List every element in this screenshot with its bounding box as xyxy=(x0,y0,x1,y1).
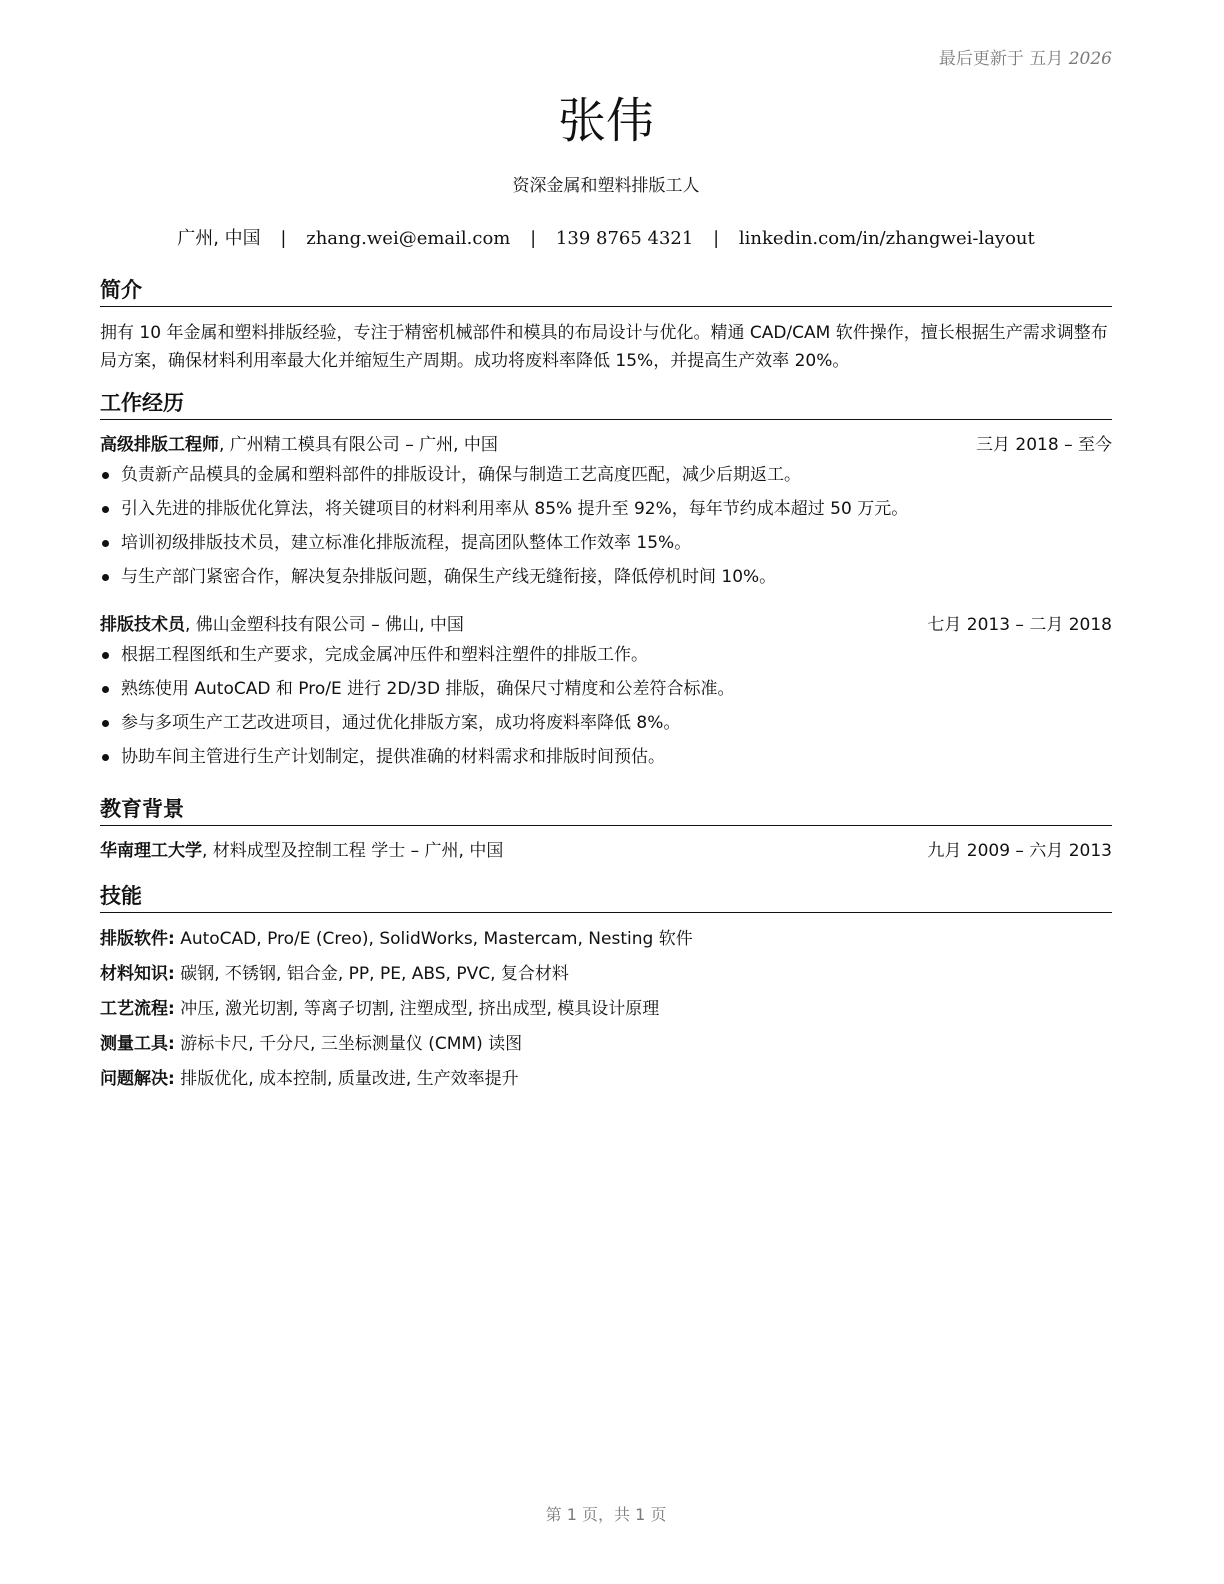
section-title-experience: 工作经历 xyxy=(100,389,1112,420)
job-company: , 广州精工模具有限公司 – 广州, 中国 xyxy=(219,435,498,455)
job-bullet: 引入先进的排版优化算法，将关键项目的材料利用率从 85% 提升至 92%，每年节约成本超过 50 万元。 xyxy=(100,496,1112,522)
contact-location: 广州, 中国 xyxy=(177,228,261,249)
contact-email[interactable]: zhang.wei@email.com xyxy=(306,228,511,249)
skills-section xyxy=(100,882,1112,1101)
contact-line xyxy=(100,224,1112,250)
last-updated-year: 2026 xyxy=(1068,49,1112,69)
contact-separator: | xyxy=(280,228,287,249)
skill-label: 材料知识: xyxy=(100,964,175,984)
job-dates: 三月 2018 – 至今 xyxy=(976,435,1112,455)
skill-value: AutoCAD, Pro/E (Creo), SolidWorks, Mastercam, Nesting 软件 xyxy=(174,929,693,949)
job-role-line xyxy=(100,612,464,638)
job-bullet: 与生产部门紧密合作，解决复杂排版问题，确保生产线无缝衔接，降低停机时间 10%。 xyxy=(100,564,1112,590)
skill-row xyxy=(100,926,1112,952)
job-header xyxy=(100,612,1112,638)
skill-row xyxy=(100,1066,1112,1092)
contact-linkedin[interactable]: linkedin.com/in/zhangwei-layout xyxy=(738,228,1035,249)
education-section xyxy=(100,795,1112,864)
education-line xyxy=(100,838,503,864)
education-entry xyxy=(100,838,1112,864)
section-title-education: 教育背景 xyxy=(100,795,1112,826)
contact-separator: | xyxy=(530,228,537,249)
skill-label: 排版软件: xyxy=(100,929,175,949)
job-title: 高级排版工程师 xyxy=(100,435,219,455)
job-entry xyxy=(100,612,1112,770)
last-updated-prefix: 最后更新于 五月 xyxy=(938,49,1064,69)
skill-row xyxy=(100,996,1112,1022)
job-title-subtitle: 资深金属和塑料排版工人 xyxy=(512,176,700,196)
skill-value: 游标卡尺, 千分尺, 三坐标测量仪 (CMM) 读图 xyxy=(174,1034,523,1054)
contact-separator: | xyxy=(713,228,720,249)
education-school: 华南理工大学 xyxy=(100,841,202,861)
job-bullet: 培训初级排版技术员，建立标准化排版流程，提高团队整体工作效率 15%。 xyxy=(100,530,1112,556)
job-header xyxy=(100,432,1112,458)
skill-value: 冲压, 激光切割, 等离子切割, 注塑成型, 挤出成型, 模具设计原理 xyxy=(174,999,660,1019)
job-company: , 佛山金塑科技有限公司 – 佛山, 中国 xyxy=(185,615,464,635)
job-dates: 七月 2013 – 二月 2018 xyxy=(927,615,1112,635)
education-degree: , 材料成型及控制工程 学士 – 广州, 中国 xyxy=(202,841,504,861)
experience-section xyxy=(100,389,1112,778)
job-entry xyxy=(100,432,1112,590)
skills-list xyxy=(100,926,1112,1092)
job-bullet: 根据工程图纸和生产要求，完成金属冲压件和塑料注塑件的排版工作。 xyxy=(100,642,1112,668)
skill-label: 测量工具: xyxy=(100,1034,175,1054)
job-role-line xyxy=(100,432,498,458)
education-header xyxy=(100,838,1112,864)
skill-label: 问题解决: xyxy=(100,1069,175,1089)
summary-text: 拥有 10 年金属和塑料排版经验，专注于精密机械部件和模具的布局设计与优化。精通 CAD/CAM 软件操作，擅长根据生产需求调整布局方案，确保材料利用率最大化并缩短生产周期。成功将废料率降低 15%，并提高生产效率 20%。 xyxy=(100,323,1108,371)
skill-value: 排版优化, 成本控制, 质量改进, 生产效率提升 xyxy=(174,1069,519,1089)
skill-value: 碳钢, 不锈钢, 铝合金, PP, PE, ABS, PVC, 复合材料 xyxy=(174,964,569,984)
summary-section xyxy=(100,276,1112,375)
job-bullet: 负责新产品模具的金属和塑料部件的排版设计，确保与制造工艺高度匹配，减少后期返工。 xyxy=(100,462,1112,488)
section-title-skills: 技能 xyxy=(100,882,1112,913)
job-bullet: 熟练使用 AutoCAD 和 Pro/E 进行 2D/3D 排版，确保尺寸精度和公差符合标准。 xyxy=(100,676,1112,702)
skill-row xyxy=(100,961,1112,987)
candidate-name: 张伟 xyxy=(557,93,654,149)
job-bullet: 协助车间主管进行生产计划制定，提供准确的材料需求和排版时间预估。 xyxy=(100,744,1112,770)
section-title-summary: 简介 xyxy=(100,276,1112,307)
job-bullet: 参与多项生产工艺改进项目，通过优化排版方案，成功将废料率降低 8%。 xyxy=(100,710,1112,736)
skill-row xyxy=(100,1031,1112,1057)
page-footer: 第 1 页，共 1 页 xyxy=(545,1505,667,1524)
job-title: 排版技术员 xyxy=(100,615,185,635)
education-dates: 九月 2009 – 六月 2013 xyxy=(927,841,1112,861)
resume-page xyxy=(100,0,1112,1584)
contact-phone: 139 8765 4321 xyxy=(555,228,694,249)
job-bullets xyxy=(100,642,1112,770)
last-updated xyxy=(939,44,1112,69)
skill-label: 工艺流程: xyxy=(100,999,175,1019)
job-bullets xyxy=(100,462,1112,590)
